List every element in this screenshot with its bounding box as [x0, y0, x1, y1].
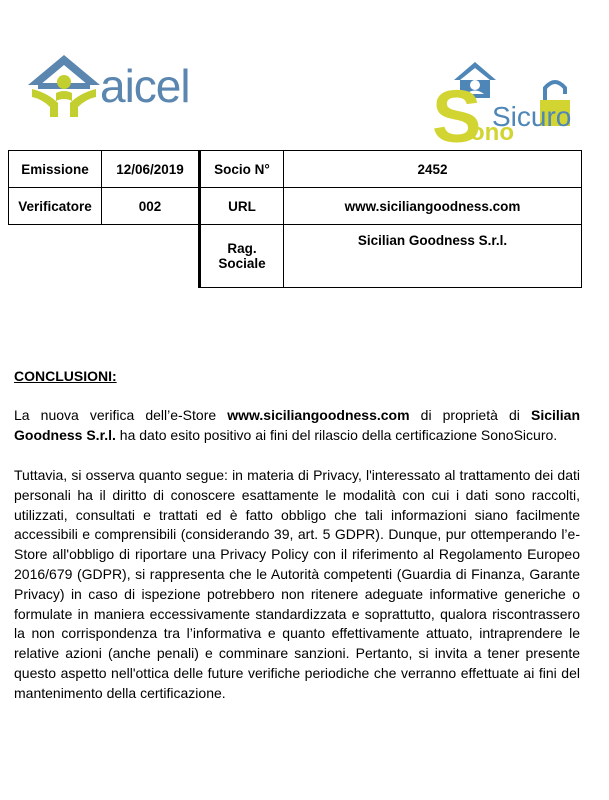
p1-text-c: ha dato esito positivo ai fini del rilascio della certificazione SonoSicuro.: [115, 426, 558, 443]
rag-sociale-label: [200, 225, 284, 288]
p1-company: Sicilian Goodness S.r.l.: [14, 407, 581, 443]
p1-text-b: di proprietà di: [409, 407, 531, 423]
table-row: [9, 151, 582, 188]
emissione-label: Emissione: [9, 151, 102, 188]
svg-text:Sicuro: Sicuro: [492, 101, 572, 132]
svg-text:S: S: [432, 75, 482, 146]
certificate-info-table: [8, 150, 582, 288]
rag-label-line2: Sociale: [218, 256, 266, 271]
empty-cell: [102, 225, 200, 288]
svg-text:ono: ono: [470, 119, 514, 146]
url-value: www.siciliangoodness.com: [284, 188, 582, 225]
aicel-wordmark: aicel: [100, 60, 190, 112]
verificatore-label: Verificatore: [9, 188, 102, 225]
table-row: [9, 188, 582, 225]
conclusions-title: CONCLUSIONI:: [14, 368, 117, 384]
conclusions-paragraph-2: Tuttavia, si osserva quanto segue: in materia di Privacy, l'interessato al trattamento dei dati personali ha il diritto di conoscere esattamente le modalità con cui i dati sono raccolti, utilizzati, consultati e trattati ed è fatto obbligo che tali informazioni siano facilmente accessibili e comprensibili (considerando 39, art. 5 GDPR). Dunque, pur ottemperando l’e-Store all'obbligo di riportare una Privacy Policy con il riferimento al Regolamento Europeo 2016/679 (GDPR), si rappresenta che le Autorità competenti (Guardia di Finanza, Garante Privacy) in caso di ispezione potrebbero non ritenere adeguate informative generiche o formulate in maniera eccessivamente standardizzata e soprattutto, qualora riscontrassero la non corrispondenza tra l’informativa e quanto effettivamente attuato, intraprendere le relative azioni (anche penali) e comminare sanzioni. Pertanto, si invita a tener presente questo aspetto nell'ottica delle future verifiche periodiche che verranno effettuate ai fini del mantenimento della certificazione.: [14, 467, 580, 701]
rag-sociale-value: Sicilian Goodness S.r.l.: [284, 225, 582, 288]
url-label: URL: [200, 188, 284, 225]
emissione-value: 12/06/2019: [102, 151, 200, 188]
socio-label: Socio N°: [200, 151, 284, 188]
p1-text-a: La nuova verifica dell’e-Store: [14, 407, 228, 423]
aicel-house-people-icon: [28, 55, 100, 125]
socio-value: 2452: [284, 151, 582, 188]
table-row: [9, 225, 582, 288]
verificatore-value: 002: [102, 188, 200, 225]
sonosicuro-logo: [430, 60, 582, 146]
conclusions-paragraph-1: [14, 406, 580, 446]
empty-cell: [9, 225, 102, 288]
p1-url: www.siciliangoodness.com: [227, 407, 410, 423]
rag-label-line1: Rag.: [227, 241, 257, 256]
